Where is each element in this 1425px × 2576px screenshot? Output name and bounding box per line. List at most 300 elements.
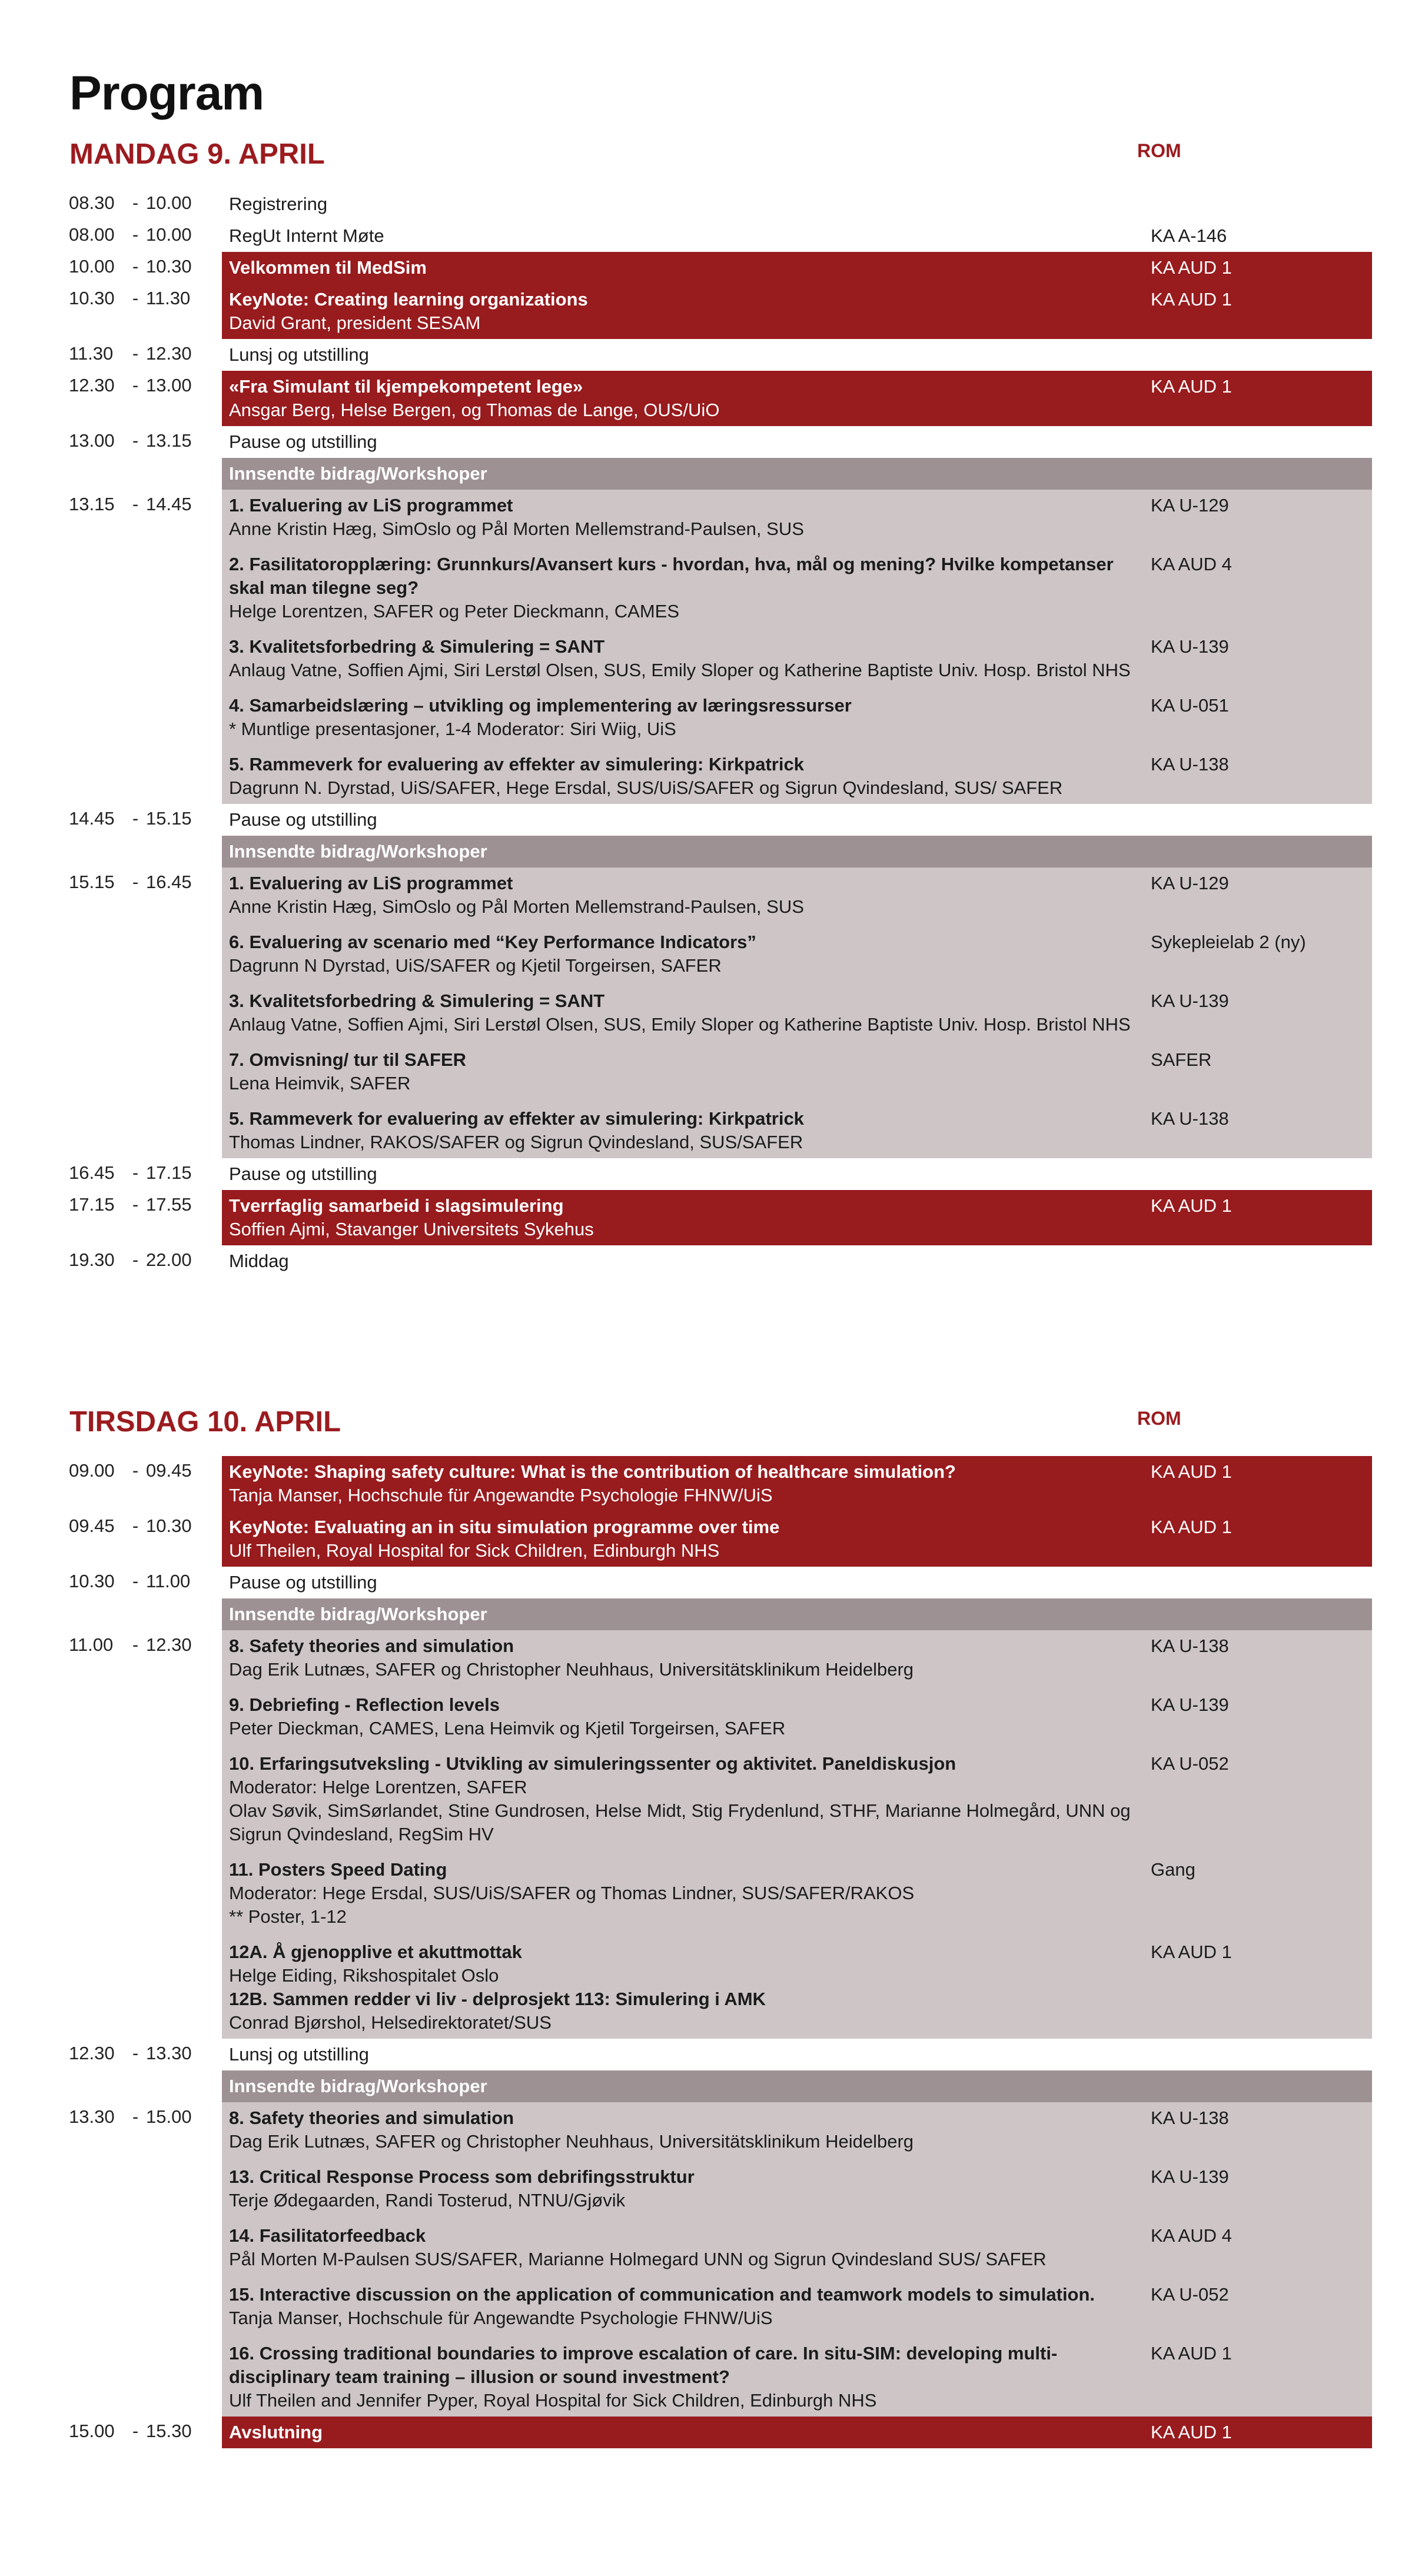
session-content <box>229 224 1148 248</box>
time-separator: - <box>132 2106 139 2127</box>
session-speakers: Tanja Manser, Hochschule für Angewandte Psychologie FHNW/UiS <box>229 2308 773 2328</box>
session-speakers: Lena Heimvik, SAFER <box>229 1073 411 1093</box>
start-time: 13.00 <box>69 430 115 451</box>
start-time: 09.45 <box>69 1515 115 1536</box>
session-room <box>1148 840 1372 863</box>
session-content <box>229 192 1148 216</box>
end-time: 11.00 <box>146 1571 191 1591</box>
session-content <box>229 1752 1148 1846</box>
session-room: KA U-138 <box>1151 1636 1229 1656</box>
session-block <box>222 1630 1372 2039</box>
time-slot <box>0 252 222 284</box>
session-item <box>222 926 1372 985</box>
session-content <box>229 1940 1148 2035</box>
session-block <box>222 2102 1372 2417</box>
session-block <box>222 2039 1372 2070</box>
session-item <box>222 252 1372 284</box>
session-title: 8. Safety theories and simulation <box>229 2108 514 2128</box>
session-title: 2. Fasilitatoropplæring: Grunnkurs/Avansert kurs - hvordan, hva, mål og mening? Hvilke kompetanser skal man tilegne seg? <box>229 554 1114 598</box>
session-room: KA U-139 <box>1151 636 1229 657</box>
session-speakers: * Muntlige presentasjoner, 1-4 Moderator: Siri Wiig, UiS <box>229 719 676 739</box>
session-title: 10. Erfaringsutveksling - Utvikling av simuleringssenter og aktivitet. Paneldiskusjon <box>229 1753 956 1774</box>
session-block <box>222 1456 1372 1511</box>
end-time: 16.45 <box>146 872 192 892</box>
session-title: RegUt Internt Møte <box>229 225 384 246</box>
session-item <box>222 804 1372 836</box>
time-slot <box>0 220 222 252</box>
session-item <box>222 284 1372 339</box>
session-content <box>229 430 1148 454</box>
start-time: 09.00 <box>69 1460 115 1481</box>
session-title: 9. Debriefing - Reflection levels <box>229 1694 500 1715</box>
end-time: 17.55 <box>146 1194 192 1215</box>
session-room <box>1148 1603 1372 1626</box>
session-speakers: Pål Morten M-Paulsen SUS/SAFER, Marianne Holmegard UNN og Sigrun Qvindesland SUS/ SAFER <box>229 2249 1047 2269</box>
schedule-row <box>0 284 1425 339</box>
time-separator: - <box>132 2043 139 2063</box>
session-item <box>222 1598 1372 1630</box>
session-item <box>222 2070 1372 2102</box>
session-title: Innsendte bidrag/Workshoper <box>229 463 487 484</box>
time-slot <box>0 371 222 426</box>
time-slot <box>0 1245 222 1277</box>
start-time: 10.30 <box>69 1571 115 1591</box>
start-time: 10.00 <box>69 256 115 277</box>
start-time: 19.30 <box>69 1249 115 1270</box>
time-separator: - <box>132 2421 139 2441</box>
schedule-row <box>0 426 1425 458</box>
end-time: 13.30 <box>146 2043 192 2063</box>
session-content <box>229 1858 1148 1929</box>
session-speakers: Soffien Ajmi, Stavanger Universitets Sykehus <box>229 1219 594 1239</box>
session-room: KA U-138 <box>1151 2108 1229 2128</box>
session-title: Avslutning <box>229 2422 323 2442</box>
session-content <box>229 753 1148 800</box>
schedule-row <box>0 1511 1425 1567</box>
session-item <box>222 836 1372 867</box>
session-room <box>1148 343 1372 367</box>
session-title: Pause og utstilling <box>229 1572 377 1593</box>
start-time: 13.30 <box>69 2106 115 2127</box>
session-room <box>1148 430 1372 454</box>
session-room: KA AUD 1 <box>1151 1942 1232 1962</box>
start-time: 12.30 <box>69 375 115 395</box>
session-content <box>229 2043 1148 2066</box>
session-speakers: Ulf Theilen, Royal Hospital for Sick Children, Edinburgh NHS <box>229 1540 720 1561</box>
schedule-row <box>0 339 1425 371</box>
session-room <box>1148 192 1372 216</box>
session-block <box>222 1598 1372 1630</box>
schedule-row <box>0 1567 1425 1598</box>
schedule-list <box>0 1456 1425 2448</box>
session-item <box>222 188 1372 220</box>
end-time: 22.00 <box>146 1249 192 1270</box>
time-slot <box>0 1158 222 1190</box>
session-speakers: Terje Ødegaarden, Randi Tosterud, NTNU/Gjøvik <box>229 2190 626 2211</box>
schedule-row <box>0 2417 1425 2448</box>
end-time: 10.00 <box>146 192 192 213</box>
time-separator: - <box>132 1249 139 1270</box>
session-room: KA U-139 <box>1151 1694 1229 1715</box>
time-slot <box>0 458 222 490</box>
session-item <box>222 2338 1372 2417</box>
session-block <box>222 1158 1372 1190</box>
end-time: 10.30 <box>146 256 192 277</box>
time-separator: - <box>132 224 139 245</box>
session-room: KA AUD 1 <box>1151 1517 1232 1537</box>
time-slot <box>0 2417 222 2448</box>
session-title: Innsendte bidrag/Workshoper <box>229 841 487 862</box>
end-time: 10.00 <box>146 224 192 245</box>
schedule-row <box>0 458 1425 490</box>
session-content <box>229 256 1148 280</box>
session-content <box>229 694 1148 741</box>
session-content <box>229 872 1148 919</box>
schedule-row <box>0 252 1425 284</box>
session-content <box>229 808 1148 832</box>
session-title: 6. Evaluering av scenario med “Key Performance Indicators” <box>229 932 756 952</box>
session-speakers: Ansgar Berg, Helse Bergen, og Thomas de Lange, OUS/UiO <box>229 400 720 420</box>
time-separator: - <box>132 192 139 213</box>
session-speakers: Dag Erik Lutnæs, SAFER og Christopher Neuhhaus, Universitätsklinikum Heidelberg <box>229 1659 914 1680</box>
session-content <box>229 1571 1148 1594</box>
day-title: TIRSDAG 10. APRIL <box>69 1406 341 1438</box>
session-item <box>222 1190 1372 1245</box>
session-block <box>222 2070 1372 2102</box>
session-title: Lunsj og utstilling <box>229 344 369 365</box>
schedule-row <box>0 836 1425 867</box>
start-time: 13.15 <box>69 494 115 514</box>
time-slot <box>0 490 222 804</box>
time-separator: - <box>132 1571 139 1591</box>
start-time: 10.30 <box>69 288 115 308</box>
session-block <box>222 804 1372 836</box>
session-room: KA AUD 4 <box>1151 554 1232 574</box>
time-slot <box>0 1190 222 1245</box>
session-content <box>229 553 1148 623</box>
session-room: KA U-139 <box>1151 2166 1229 2187</box>
session-title: 4. Samarbeidslæring – utvikling og implementering av læringsressurser <box>229 695 852 716</box>
session-room: KA U-138 <box>1151 754 1229 775</box>
session-room: KA U-052 <box>1151 2284 1229 2305</box>
time-slot <box>0 867 222 1158</box>
session-details: ** Poster, 1-12 <box>229 1906 347 1927</box>
session-item <box>222 1748 1372 1854</box>
session-room: KA AUD 1 <box>1151 1461 1232 1482</box>
session-speakers: Dag Erik Lutnæs, SAFER og Christopher Neuhhaus, Universitätsklinikum Heidelberg <box>229 2131 914 2152</box>
session-speakers: Ulf Theilen and Jennifer Pyper, Royal Hospital for Sick Children, Edinburgh NHS <box>229 2390 877 2411</box>
session-item <box>222 339 1372 371</box>
session-speakers: Moderator: Helge Lorentzen, SAFER <box>229 1777 527 1797</box>
start-time: 12.30 <box>69 2043 115 2063</box>
session-speakers: Thomas Lindner, RAKOS/SAFER og Sigrun Qvindesland, SUS/SAFER <box>229 1132 803 1152</box>
session-content <box>229 2283 1148 2330</box>
time-slot <box>0 2102 222 2417</box>
session-item <box>222 1456 1372 1511</box>
session-item <box>222 1854 1372 1936</box>
session-item <box>222 2102 1372 2161</box>
session-title: 8. Safety theories and simulation <box>229 1636 514 1656</box>
session-block <box>222 2417 1372 2448</box>
session-item <box>222 2417 1372 2448</box>
time-slot <box>0 804 222 836</box>
session-title: Innsendte bidrag/Workshoper <box>229 1604 487 1624</box>
session-title: 11. Posters Speed Dating <box>229 1859 447 1880</box>
session-block <box>222 220 1372 252</box>
session-block <box>222 339 1372 371</box>
session-room: KA U-138 <box>1151 1108 1229 1129</box>
session-block <box>222 836 1372 867</box>
session-title: Tverrfaglig samarbeid i slagsimulering <box>229 1195 564 1216</box>
session-content <box>229 2224 1148 2271</box>
session-speakers: Moderator: Hege Ersdal, SUS/UiS/SAFER og Thomas Lindner, SUS/SAFER/RAKOS <box>229 1883 915 1903</box>
end-time: 15.30 <box>146 2421 192 2441</box>
time-separator: - <box>132 1162 139 1183</box>
time-separator: - <box>132 1460 139 1481</box>
session-content <box>229 288 1148 335</box>
session-item <box>222 1567 1372 1598</box>
session-content <box>229 462 1148 486</box>
session-details: Olav Søvik, SimSørlandet, Stine Gundrosen, Helse Midt, Stig Frydenlund, STHF, Marianne Holmegård, UNN og Sigrun Qvindesland, RegSim HV <box>229 1800 1131 1844</box>
room-column-header: ROM <box>1137 140 1181 161</box>
session-item <box>222 371 1372 426</box>
start-time: 15.00 <box>69 2421 115 2441</box>
session-room: KA AUD 1 <box>1151 289 1232 310</box>
session-item <box>222 1245 1372 1277</box>
session-title: Pause og utstilling <box>229 809 377 830</box>
end-time: 10.30 <box>146 1515 192 1536</box>
time-slot <box>0 1630 222 2039</box>
session-speakers: Helge Eiding, Rikshospitalet Oslo <box>229 1965 499 1986</box>
end-time: 13.15 <box>146 430 192 451</box>
session-content <box>229 1515 1148 1563</box>
time-slot <box>0 2070 222 2102</box>
session-content <box>229 1693 1148 1740</box>
session-speakers: Anne Kristin Hæg, SimOslo og Pål Morten Mellemstrand-Paulsen, SUS <box>229 518 804 539</box>
session-title: 14. Fasilitatorfeedback <box>229 2225 426 2246</box>
session-item <box>222 1103 1372 1158</box>
session-room <box>1148 1249 1372 1273</box>
session-speakers: Helge Lorentzen, SAFER og Peter Dieckmann, CAMES <box>229 601 680 621</box>
session-speakers: Anne Kristin Hæg, SimOslo og Pål Morten Mellemstrand-Paulsen, SUS <box>229 896 804 917</box>
session-content <box>229 2075 1148 2098</box>
session-room: KA AUD 1 <box>1151 2343 1232 2364</box>
session-room <box>1148 1162 1372 1186</box>
schedule-row <box>0 804 1425 836</box>
session-item <box>222 985 1372 1044</box>
time-separator: - <box>132 494 139 514</box>
session-room: KA U-129 <box>1151 495 1229 516</box>
session-item <box>222 2039 1372 2070</box>
session-item <box>222 1936 1372 2039</box>
session-content <box>229 494 1148 541</box>
schedule-row <box>0 1456 1425 1511</box>
end-time: 12.30 <box>146 1634 192 1655</box>
end-time: 13.00 <box>146 375 192 395</box>
session-item <box>222 2279 1372 2338</box>
time-separator: - <box>132 288 139 308</box>
session-title: 15. Interactive discussion on the application of communication and teamwork models to simulation. <box>229 2284 1095 2305</box>
time-separator: - <box>132 1634 139 1655</box>
session-title: KeyNote: Evaluating an in situ simulation programme over time <box>229 1517 780 1537</box>
session-room <box>1148 808 1372 832</box>
schedule-row <box>0 2039 1425 2070</box>
session-room: KA AUD 1 <box>1151 376 1232 397</box>
session-room: KA U-139 <box>1151 990 1229 1011</box>
session-room <box>1148 462 1372 486</box>
session-item <box>222 867 1372 926</box>
session-block <box>222 252 1372 284</box>
session-item <box>222 631 1372 690</box>
schedule-row <box>0 2070 1425 2102</box>
time-slot <box>0 1511 222 1567</box>
session-speakers: Tanja Manser, Hochschule für Angewandte Psychologie FHNW/UiS <box>229 1485 773 1505</box>
session-title: 1. Evaluering av LiS programmet <box>229 495 513 516</box>
session-item <box>222 749 1372 804</box>
end-time: 12.30 <box>146 343 192 364</box>
session-title: KeyNote: Shaping safety culture: What is the contribution of healthcare simulation? <box>229 1461 956 1482</box>
session-title: 12A. Å gjenopplive et akuttmottak <box>229 1942 522 1962</box>
session-item <box>222 549 1372 631</box>
session-item <box>222 458 1372 490</box>
session-title: Pause og utstilling <box>229 431 377 452</box>
session-room <box>1148 1571 1372 1594</box>
start-time: 08.30 <box>69 192 115 213</box>
day-monday <box>0 140 1425 1277</box>
session-content <box>229 1460 1148 1507</box>
session-content <box>229 1107 1148 1154</box>
session-block <box>222 371 1372 426</box>
schedule-list <box>0 188 1425 1277</box>
end-time: 09.45 <box>146 1460 192 1481</box>
time-slot <box>0 426 222 458</box>
session-content <box>229 2106 1148 2153</box>
schedule-row <box>0 188 1425 220</box>
room-column-header: ROM <box>1137 1408 1181 1429</box>
time-separator: - <box>132 808 139 829</box>
session-content <box>229 840 1148 863</box>
time-separator: - <box>132 430 139 451</box>
session-title: 3. Kvalitetsforbedring & Simulering = SANT <box>229 636 605 657</box>
session-room: KA AUD 4 <box>1151 2225 1232 2246</box>
session-title: 13. Critical Response Process som debrifingsstruktur <box>229 2166 695 2187</box>
schedule-row <box>0 1245 1425 1277</box>
session-content <box>229 635 1148 682</box>
session-item <box>222 2220 1372 2279</box>
session-room: Gang <box>1151 1859 1195 1880</box>
session-content <box>229 930 1148 978</box>
session-content <box>229 989 1148 1036</box>
schedule-row <box>0 1190 1425 1245</box>
session-content <box>229 2165 1148 2212</box>
session-block <box>222 1567 1372 1598</box>
session-title: 1. Evaluering av LiS programmet <box>229 873 513 893</box>
session-room: KA U-051 <box>1151 695 1229 716</box>
time-separator: - <box>132 343 139 364</box>
start-time: 08.00 <box>69 224 115 245</box>
session-room: KA AUD 1 <box>1151 1195 1232 1216</box>
schedule-row <box>0 490 1425 804</box>
session-room: KA U-129 <box>1151 873 1229 893</box>
session-speakers: Peter Dieckman, CAMES, Lena Heimvik og Kjetil Torgeirsen, SAFER <box>229 1718 786 1739</box>
time-slot <box>0 1567 222 1598</box>
session-title: Middag <box>229 1251 289 1271</box>
session-room: SAFER <box>1151 1049 1212 1070</box>
session-item <box>222 426 1372 458</box>
session-content <box>229 1634 1148 1681</box>
session-content <box>229 2342 1148 2412</box>
session-content <box>229 343 1148 367</box>
time-separator: - <box>132 1194 139 1215</box>
session-content <box>229 1249 1148 1273</box>
schedule-row <box>0 867 1425 1158</box>
session-title: 12B. Sammen redder vi liv - delprosjekt 113: Simulering i AMK <box>229 1989 766 2009</box>
session-block <box>222 1511 1372 1567</box>
session-item <box>222 1511 1372 1567</box>
session-content <box>229 1194 1148 1241</box>
session-content <box>229 1162 1148 1186</box>
session-block <box>222 490 1372 804</box>
time-slot <box>0 836 222 867</box>
session-item <box>222 1158 1372 1190</box>
session-block <box>222 188 1372 220</box>
session-title: Lunsj og utstilling <box>229 2044 369 2065</box>
schedule-row <box>0 220 1425 252</box>
end-time: 11.30 <box>146 288 191 308</box>
session-title: Pause og utstilling <box>229 1164 377 1184</box>
time-slot <box>0 2039 222 2070</box>
session-room: Sykepleielab 2 (ny) <box>1151 932 1306 952</box>
session-block <box>222 458 1372 490</box>
session-item <box>222 1044 1372 1103</box>
session-content <box>229 1048 1148 1095</box>
session-title: Registrering <box>229 194 328 214</box>
session-room: KA A-146 <box>1151 225 1227 246</box>
session-title: Innsendte bidrag/Workshoper <box>229 2076 487 2096</box>
start-time: 11.30 <box>69 343 114 364</box>
time-slot <box>0 1456 222 1511</box>
time-slot <box>0 339 222 371</box>
start-time: 17.15 <box>69 1194 115 1215</box>
schedule-row <box>0 1630 1425 2039</box>
session-room <box>1148 2075 1372 2098</box>
session-speakers: Conrad Bjørshol, Helsedirektoratet/SUS <box>229 2012 552 2033</box>
session-item <box>222 2161 1372 2220</box>
session-title: 7. Omvisning/ tur til SAFER <box>229 1049 467 1070</box>
session-title: KeyNote: Creating learning organizations <box>229 289 588 310</box>
session-block <box>222 426 1372 458</box>
session-item <box>222 220 1372 252</box>
session-title: 5. Rammeverk for evaluering av effekter av simulering: Kirkpatrick <box>229 1108 804 1129</box>
session-room: KA AUD 1 <box>1151 257 1232 278</box>
schedule-row <box>0 371 1425 426</box>
session-speakers: Dagrunn N Dyrstad, UiS/SAFER og Kjetil Torgeirsen, SAFER <box>229 955 722 976</box>
end-time: 15.15 <box>146 808 192 829</box>
session-room <box>1148 2043 1372 2066</box>
time-slot <box>0 1598 222 1630</box>
session-speakers: David Grant, president SESAM <box>229 313 481 333</box>
time-separator: - <box>132 256 139 277</box>
session-item <box>222 490 1372 549</box>
session-title: «Fra Simulant til kjempekompetent lege» <box>229 376 583 397</box>
time-separator: - <box>132 375 139 395</box>
time-separator: - <box>132 1515 139 1536</box>
start-time: 14.45 <box>69 808 115 829</box>
session-room: KA AUD 1 <box>1151 2422 1232 2442</box>
session-block <box>222 284 1372 339</box>
schedule-row <box>0 2102 1425 2417</box>
session-speakers: Anlaug Vatne, Soffien Ajmi, Siri Lerstøl Olsen, SUS, Emily Sloper og Katherine Baptiste Univ. Hosp. Bristol NHS <box>229 660 1131 680</box>
